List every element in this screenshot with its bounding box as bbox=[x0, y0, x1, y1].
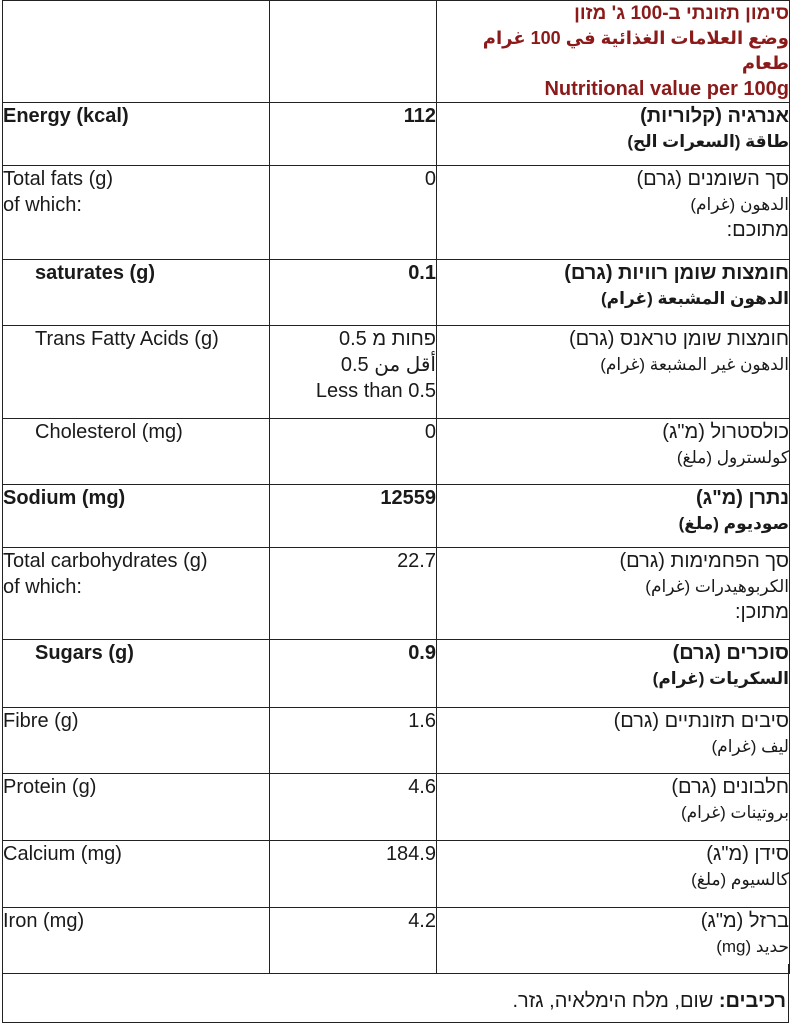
table-row bbox=[3, 103, 790, 166]
row-label-en: Sodium (mg) bbox=[3, 485, 270, 548]
row-value: 1.6 bbox=[270, 708, 437, 774]
table-row bbox=[3, 841, 790, 908]
row-label-he-ar: כולסטרול (מ"ג) كولسترول (ملغ) bbox=[437, 419, 790, 485]
header-title-en: Nutritional value per 100g bbox=[544, 78, 789, 100]
row-label-he-ar: חומצות שומן רוויות (גרם) الدهون المشبعة (غرام) bbox=[437, 260, 790, 326]
header-empty-cell bbox=[270, 1, 437, 103]
row-label-en: Iron (mg) bbox=[3, 908, 270, 974]
row-value: 112 bbox=[270, 103, 437, 166]
header-title-cell bbox=[437, 1, 790, 103]
row-label-he-ar: סוכרים (גרם) السكريات (غرام) bbox=[437, 640, 790, 708]
table-row bbox=[3, 548, 790, 640]
table-row bbox=[3, 326, 790, 419]
row-label-en: Protein (g) bbox=[3, 774, 270, 841]
row-label-en: Total carbohydrates (g) of which: bbox=[3, 548, 270, 640]
row-label-he-ar: חומצות שומן טראנס (גרם) الدهون غير المشبعة (غرام) bbox=[437, 326, 790, 419]
nutrition-table bbox=[2, 0, 790, 974]
row-value: 4.2 bbox=[270, 908, 437, 974]
ingredients-label: רכיבים: bbox=[718, 990, 786, 1012]
table-row bbox=[3, 708, 790, 774]
row-value: 12559 bbox=[270, 485, 437, 548]
row-value: 0.9 bbox=[270, 640, 437, 708]
row-value: 0.1 bbox=[270, 260, 437, 326]
table-row bbox=[3, 774, 790, 841]
row-value: 22.7 bbox=[270, 548, 437, 640]
row-label-en: Sugars (g) bbox=[3, 640, 270, 708]
row-value: פחות מ 0.5 أقل من 0.5 Less than 0.5 bbox=[270, 326, 437, 419]
row-label-he-ar: ברזל (מ"ג) حديد (mg) bbox=[437, 908, 790, 974]
header-empty-cell bbox=[3, 1, 270, 103]
row-label-he-ar: חלבונים (גרם) بروتينات (غرام) bbox=[437, 774, 790, 841]
header-title-he: סימון תזונתי ב-100 ג' מזון bbox=[574, 3, 789, 24]
row-label-he-ar: סך השומנים (גרם) الدهون (غرام) מתוכם: bbox=[437, 166, 790, 260]
ingredients-text bbox=[512, 988, 786, 1014]
row-label-en: Cholesterol (mg) bbox=[3, 419, 270, 485]
row-value: 184.9 bbox=[270, 841, 437, 908]
row-label-he-ar: סך הפחמימות (גרם) الكربوهيدرات (غرام) מתוכן: bbox=[437, 548, 790, 640]
header-title-ar: وضع العلامات الغذائية في 100 غرام طعام bbox=[482, 28, 789, 73]
row-label-en: Calcium (mg) bbox=[3, 841, 270, 908]
row-label-en: Fibre (g) bbox=[3, 708, 270, 774]
header-row bbox=[3, 1, 790, 103]
row-label-he-ar: נתרן (מ"ג) صوديوم (ملغ) bbox=[437, 485, 790, 548]
ingredients-list: שום, מלח הימלאיה, גזר. bbox=[512, 990, 719, 1012]
row-label-he-ar: סיבים תזונתיים (גרם) ليف (غرام) bbox=[437, 708, 790, 774]
row-value: 0 bbox=[270, 419, 437, 485]
row-value: 4.6 bbox=[270, 774, 437, 841]
row-label-en: saturates (g) bbox=[3, 260, 270, 326]
row-label-en: Total fats (g) of which: bbox=[3, 166, 270, 260]
table-row bbox=[3, 260, 790, 326]
row-value: 0 bbox=[270, 166, 437, 260]
table-row bbox=[3, 419, 790, 485]
ingredients-box bbox=[2, 964, 789, 1023]
table-row bbox=[3, 166, 790, 260]
row-label-en: Trans Fatty Acids (g) bbox=[3, 326, 270, 419]
row-label-he-ar: אנרגיה (קלוריות) طاقة (السعرات الح) bbox=[437, 103, 790, 166]
row-label-en: Energy (kcal) bbox=[3, 103, 270, 166]
row-label-he-ar: סידן (מ"ג) كالسيوم (ملغ) bbox=[437, 841, 790, 908]
table-row bbox=[3, 485, 790, 548]
table-row bbox=[3, 640, 790, 708]
